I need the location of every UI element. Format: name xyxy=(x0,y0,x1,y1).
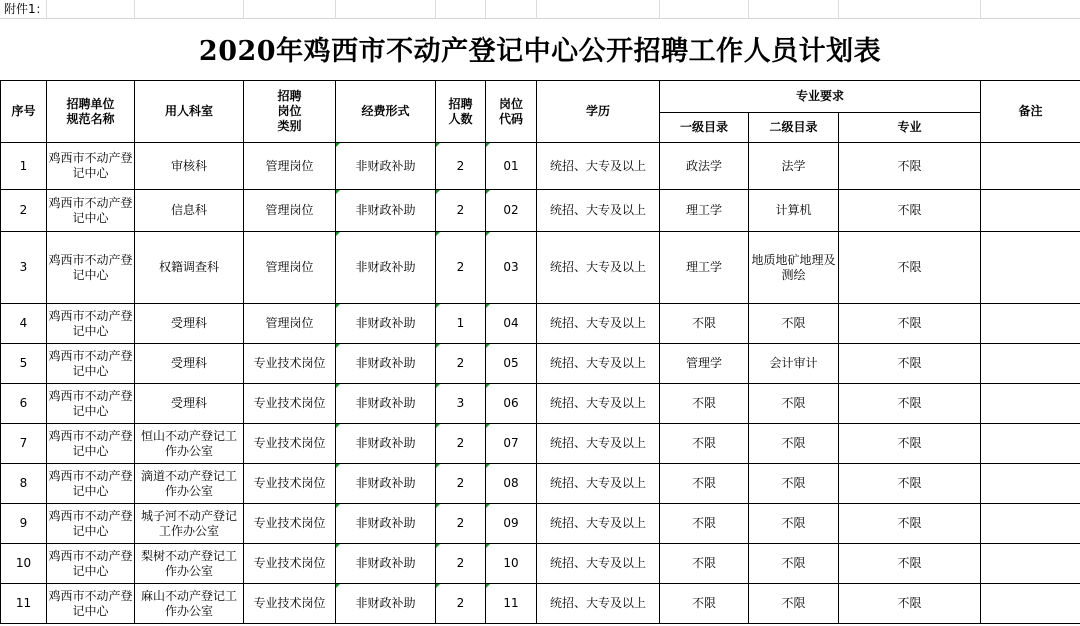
cell-remarks xyxy=(981,190,1080,232)
table-row xyxy=(1,464,1080,504)
cell-count: 2 xyxy=(436,143,486,190)
cell-post-type: 管理岗位 xyxy=(244,232,336,304)
cell-level1: 管理学 xyxy=(660,344,749,384)
cell-dept: 恒山不动产登记工作办公室 xyxy=(135,424,244,464)
table-body xyxy=(1,143,1080,624)
cell-remarks xyxy=(981,544,1080,584)
cell-major: 不限 xyxy=(839,143,981,190)
cell-seq: 9 xyxy=(1,504,47,544)
cell-seq: 3 xyxy=(1,232,47,304)
cell-post-type: 专业技术岗位 xyxy=(244,504,336,544)
header-remarks: 备注 xyxy=(981,81,1080,143)
cell-unit: 鸡西市不动产登记中心 xyxy=(47,190,135,232)
cell-seq: 6 xyxy=(1,384,47,424)
cell-post-code: 05 xyxy=(486,344,537,384)
header-post-code: 岗位 代码 xyxy=(486,81,537,143)
cell-level2: 计算机 xyxy=(749,190,839,232)
cell-remarks xyxy=(981,584,1080,624)
cell-major: 不限 xyxy=(839,464,981,504)
cell-count: 2 xyxy=(436,424,486,464)
cell-education: 统招、大专及以上 xyxy=(537,304,660,344)
cell-post-type: 管理岗位 xyxy=(244,190,336,232)
cell-post-code: 03 xyxy=(486,232,537,304)
table-row xyxy=(1,304,1080,344)
cell-dept: 城子河不动产登记工作办公室 xyxy=(135,504,244,544)
table-row xyxy=(1,584,1080,624)
cell-funding: 非财政补助 xyxy=(336,232,436,304)
cell-unit: 鸡西市不动产登记中心 xyxy=(47,304,135,344)
cell-post-code: 04 xyxy=(486,304,537,344)
cell-major: 不限 xyxy=(839,504,981,544)
cell-funding: 非财政补助 xyxy=(336,464,436,504)
cell-funding: 非财政补助 xyxy=(336,344,436,384)
cell-funding: 非财政补助 xyxy=(336,504,436,544)
cell-dept: 受理科 xyxy=(135,304,244,344)
cell-count: 3 xyxy=(436,384,486,424)
grid-cell xyxy=(659,0,749,18)
cell-funding: 非财政补助 xyxy=(336,143,436,190)
table-row xyxy=(1,424,1080,464)
cell-major: 不限 xyxy=(839,384,981,424)
cell-education: 统招、大专及以上 xyxy=(537,232,660,304)
cell-post-type: 专业技术岗位 xyxy=(244,424,336,464)
page-title: 2020年鸡西市不动产登记中心公开招聘工作人员计划表 xyxy=(198,35,882,67)
cell-level2: 不限 xyxy=(749,304,839,344)
cell-post-code: 08 xyxy=(486,464,537,504)
header-funding: 经费形式 xyxy=(336,81,436,143)
cell-major: 不限 xyxy=(839,344,981,384)
cell-remarks xyxy=(981,424,1080,464)
cell-funding: 非财政补助 xyxy=(336,190,436,232)
header-major: 专业 xyxy=(839,113,981,143)
cell-seq: 4 xyxy=(1,304,47,344)
cell-unit: 鸡西市不动产登记中心 xyxy=(47,584,135,624)
cell-post-code: 01 xyxy=(486,143,537,190)
cell-education: 统招、大专及以上 xyxy=(537,464,660,504)
cell-major: 不限 xyxy=(839,232,981,304)
header-dept: 用人科室 xyxy=(135,81,244,143)
cell-count: 1 xyxy=(436,304,486,344)
cell-major: 不限 xyxy=(839,190,981,232)
cell-unit: 鸡西市不动产登记中心 xyxy=(47,384,135,424)
cell-dept: 权籍调查科 xyxy=(135,232,244,304)
cell-education: 统招、大专及以上 xyxy=(537,143,660,190)
cell-dept: 梨树不动产登记工作办公室 xyxy=(135,544,244,584)
cell-seq: 10 xyxy=(1,544,47,584)
cell-education: 统招、大专及以上 xyxy=(537,190,660,232)
cell-level2: 会计审计 xyxy=(749,344,839,384)
cell-unit: 鸡西市不动产登记中心 xyxy=(47,424,135,464)
cell-remarks xyxy=(981,232,1080,304)
cell-post-code: 10 xyxy=(486,544,537,584)
grid-cell xyxy=(435,0,486,18)
cell-remarks xyxy=(981,304,1080,344)
cell-remarks xyxy=(981,504,1080,544)
grid-cell xyxy=(748,0,839,18)
cell-dept: 受理科 xyxy=(135,344,244,384)
cell-dept: 审核科 xyxy=(135,143,244,190)
cell-level1: 不限 xyxy=(660,304,749,344)
cell-seq: 11 xyxy=(1,584,47,624)
cell-funding: 非财政补助 xyxy=(336,424,436,464)
grid-cell xyxy=(838,0,981,18)
cell-dept: 滴道不动产登记工作办公室 xyxy=(135,464,244,504)
cell-level1: 理工学 xyxy=(660,232,749,304)
table-row xyxy=(1,344,1080,384)
cell-post-type: 专业技术岗位 xyxy=(244,384,336,424)
header-seq: 序号 xyxy=(1,81,47,143)
cell-education: 统招、大专及以上 xyxy=(537,584,660,624)
cell-count: 2 xyxy=(436,232,486,304)
cell-remarks xyxy=(981,384,1080,424)
cell-education: 统招、大专及以上 xyxy=(537,424,660,464)
grid-cell xyxy=(134,0,244,18)
cell-education: 统招、大专及以上 xyxy=(537,384,660,424)
header-count: 招聘 人数 xyxy=(436,81,486,143)
cell-unit: 鸡西市不动产登记中心 xyxy=(47,143,135,190)
cell-count: 2 xyxy=(436,504,486,544)
cell-level1: 不限 xyxy=(660,544,749,584)
header-major-req: 专业要求 xyxy=(660,81,981,113)
cell-post-code: 11 xyxy=(486,584,537,624)
cell-post-code: 07 xyxy=(486,424,537,464)
recruitment-plan-table xyxy=(0,80,1080,624)
cell-funding: 非财政补助 xyxy=(336,304,436,344)
cell-seq: 2 xyxy=(1,190,47,232)
cell-level1: 不限 xyxy=(660,384,749,424)
cell-level2: 不限 xyxy=(749,424,839,464)
cell-major: 不限 xyxy=(839,544,981,584)
cell-funding: 非财政补助 xyxy=(336,584,436,624)
cell-unit: 鸡西市不动产登记中心 xyxy=(47,504,135,544)
cell-major: 不限 xyxy=(839,304,981,344)
table-row xyxy=(1,384,1080,424)
header-unit: 招聘单位 规范名称 xyxy=(47,81,135,143)
cell-post-type: 专业技术岗位 xyxy=(244,584,336,624)
cell-education: 统招、大专及以上 xyxy=(537,544,660,584)
grid-cell xyxy=(46,0,135,18)
cell-post-code: 06 xyxy=(486,384,537,424)
table-row xyxy=(1,143,1080,190)
cell-level2: 不限 xyxy=(749,584,839,624)
cell-unit: 鸡西市不动产登记中心 xyxy=(47,464,135,504)
cell-remarks xyxy=(981,464,1080,504)
cell-level2: 不限 xyxy=(749,464,839,504)
cell-funding: 非财政补助 xyxy=(336,544,436,584)
header-post-type: 招聘 岗位 类别 xyxy=(244,81,336,143)
cell-funding: 非财政补助 xyxy=(336,384,436,424)
cell-seq: 1 xyxy=(1,143,47,190)
attachment-bar xyxy=(0,0,1080,19)
cell-seq: 8 xyxy=(1,464,47,504)
cell-education: 统招、大专及以上 xyxy=(537,344,660,384)
cell-level1: 不限 xyxy=(660,424,749,464)
cell-post-type: 专业技术岗位 xyxy=(244,344,336,384)
cell-level2: 不限 xyxy=(749,544,839,584)
cell-level1: 理工学 xyxy=(660,190,749,232)
cell-level1: 不限 xyxy=(660,464,749,504)
header-education: 学历 xyxy=(537,81,660,143)
cell-seq: 5 xyxy=(1,344,47,384)
cell-dept: 受理科 xyxy=(135,384,244,424)
cell-count: 2 xyxy=(436,584,486,624)
cell-unit: 鸡西市不动产登记中心 xyxy=(47,232,135,304)
cell-count: 2 xyxy=(436,344,486,384)
cell-remarks xyxy=(981,143,1080,190)
cell-post-type: 管理岗位 xyxy=(244,143,336,190)
cell-level1: 政法学 xyxy=(660,143,749,190)
grid-cell xyxy=(536,0,660,18)
cell-level2: 地质地矿地理及测绘 xyxy=(749,232,839,304)
header-level1: 一级目录 xyxy=(660,113,749,143)
table-row xyxy=(1,190,1080,232)
cell-unit: 鸡西市不动产登记中心 xyxy=(47,544,135,584)
table-row xyxy=(1,544,1080,584)
cell-level2: 法学 xyxy=(749,143,839,190)
cell-unit: 鸡西市不动产登记中心 xyxy=(47,344,135,384)
cell-major: 不限 xyxy=(839,584,981,624)
cell-seq: 7 xyxy=(1,424,47,464)
cell-count: 2 xyxy=(436,464,486,504)
cell-post-type: 专业技术岗位 xyxy=(244,544,336,584)
cell-post-type: 专业技术岗位 xyxy=(244,464,336,504)
cell-post-code: 09 xyxy=(486,504,537,544)
header-level2: 二级目录 xyxy=(749,113,839,143)
table-row xyxy=(1,232,1080,304)
cell-education: 统招、大专及以上 xyxy=(537,504,660,544)
cell-level1: 不限 xyxy=(660,504,749,544)
cell-major: 不限 xyxy=(839,424,981,464)
cell-count: 2 xyxy=(436,190,486,232)
cell-remarks xyxy=(981,344,1080,384)
cell-post-code: 02 xyxy=(486,190,537,232)
cell-dept: 麻山不动产登记工作办公室 xyxy=(135,584,244,624)
cell-dept: 信息科 xyxy=(135,190,244,232)
table-row xyxy=(1,504,1080,544)
grid-cell xyxy=(243,0,336,18)
cell-level1: 不限 xyxy=(660,584,749,624)
attachment-label: 附件1： xyxy=(4,2,48,16)
cell-level2: 不限 xyxy=(749,384,839,424)
cell-level2: 不限 xyxy=(749,504,839,544)
grid-cell xyxy=(485,0,537,18)
grid-cell xyxy=(335,0,436,18)
cell-post-type: 管理岗位 xyxy=(244,304,336,344)
cell-count: 2 xyxy=(436,544,486,584)
